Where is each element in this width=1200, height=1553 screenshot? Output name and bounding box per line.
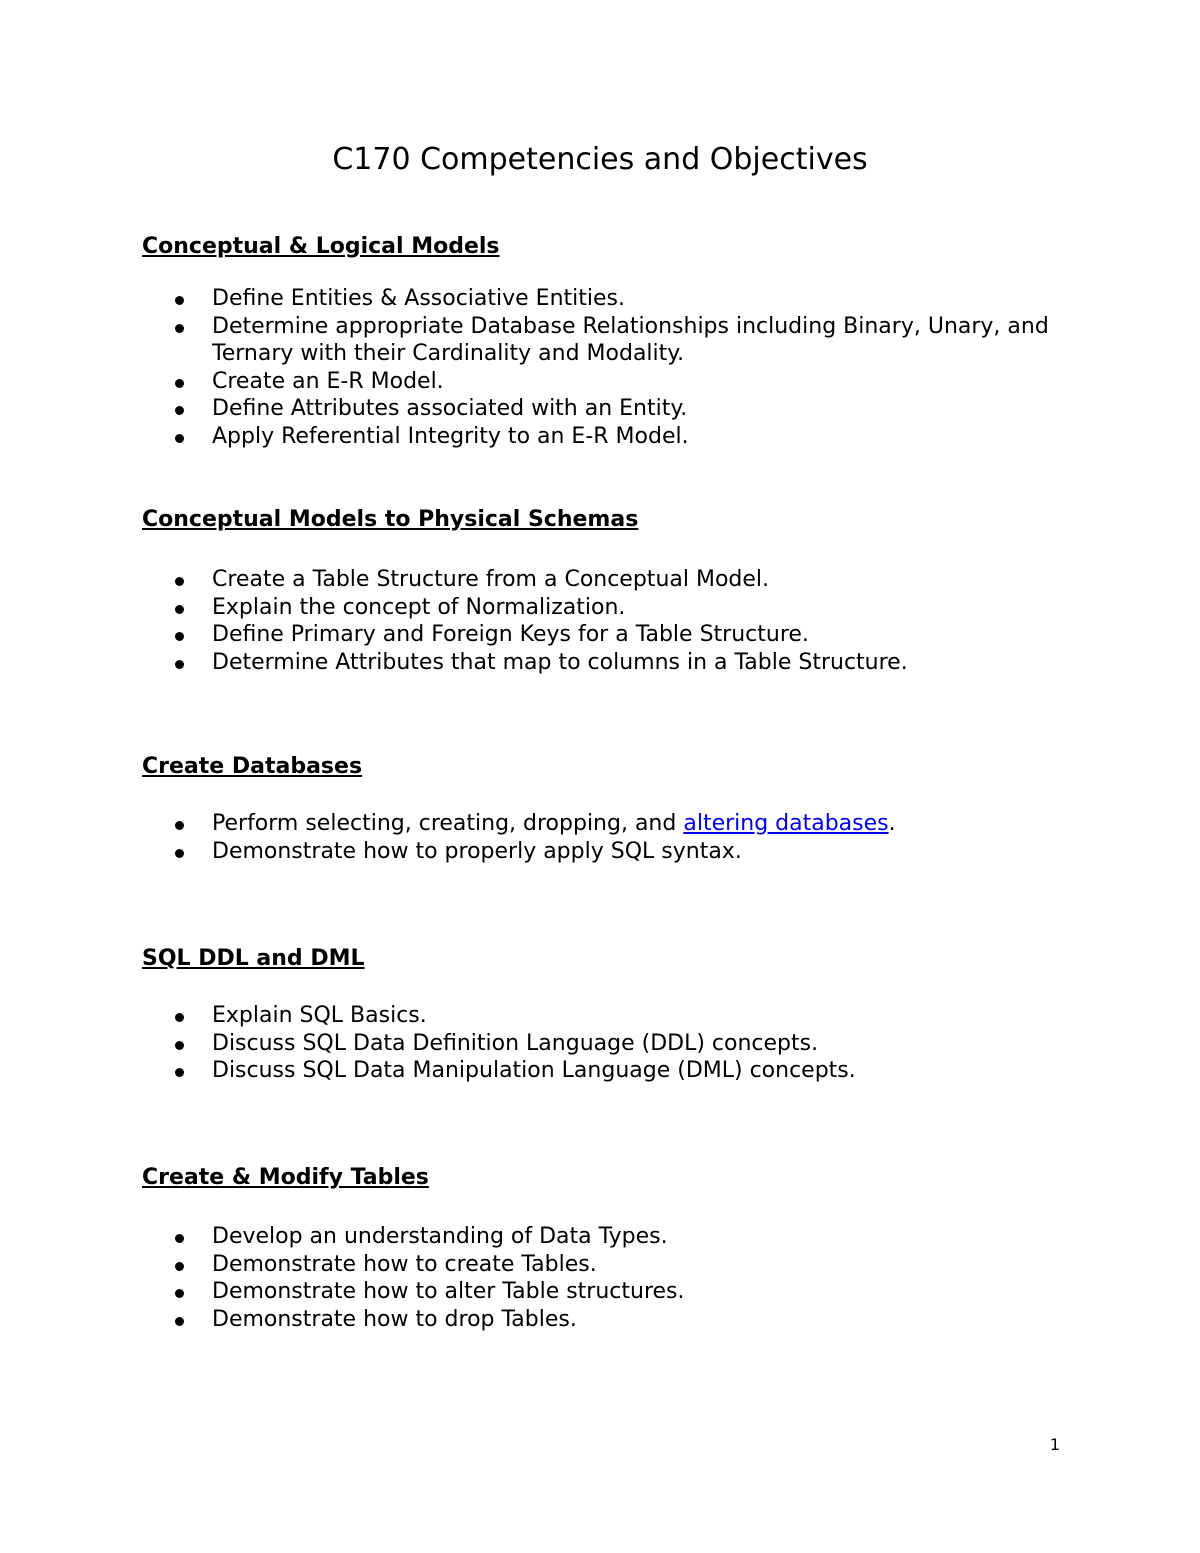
list-item-text: Explain SQL Basics. [212, 1003, 427, 1028]
section-create-modify-tables [142, 1163, 1102, 1333]
list-item-text: Define Primary and Foreign Keys for a Table Structure. [212, 622, 809, 647]
list-item [142, 285, 1102, 313]
bullet-icon [175, 821, 184, 830]
bullet-icon [175, 406, 184, 415]
list-item [142, 1057, 1102, 1085]
list-item [142, 1251, 1102, 1279]
list-item-text: Discuss SQL Data Manipulation Language (DML) concepts. [212, 1058, 856, 1083]
list-item [142, 423, 1102, 451]
page-number: 1 [1049, 1435, 1060, 1454]
section-heading: Create & Modify Tables [142, 1165, 429, 1190]
bullet-icon [175, 1068, 184, 1077]
list-item-text-prefix: Perform selecting, creating, dropping, and [212, 811, 684, 836]
list-item-text-suffix: . [888, 811, 896, 836]
list-item-text: Create an E-R Model. [212, 368, 444, 394]
bullet-icon [175, 632, 184, 641]
bullet-list [142, 1002, 1102, 1085]
bullet-icon [175, 605, 184, 614]
bullet-icon [175, 434, 184, 443]
list-item-text: Explain the concept of Normalization. [212, 594, 626, 620]
list-item [142, 1002, 1102, 1030]
list-item-text: Demonstrate how to alter Table structures. [212, 1279, 685, 1304]
section-heading: Conceptual & Logical Models [142, 234, 500, 259]
altering-databases-link[interactable]: altering databases [683, 811, 889, 836]
bullet-icon [175, 577, 184, 586]
section-heading: SQL DDL and DML [142, 946, 365, 971]
list-item [142, 566, 1102, 594]
bullet-list [142, 1223, 1102, 1333]
bullet-icon [175, 1289, 184, 1298]
bullet-list [142, 566, 1102, 676]
section-heading: Conceptual Models to Physical Schemas [142, 507, 639, 532]
bullet-icon [175, 1317, 184, 1326]
list-item [142, 1278, 1102, 1306]
bullet-icon [175, 1013, 184, 1022]
list-item-text: Determine appropriate Database Relationships including Binary, Unary, and Ternary with their Cardinality and Modality. [212, 313, 1049, 366]
bullet-icon [175, 1041, 184, 1050]
list-item [142, 838, 1102, 866]
list-item [142, 1030, 1102, 1058]
list-item-text: Determine Attributes that map to columns in a Table Structure. [212, 649, 908, 675]
bullet-icon [175, 660, 184, 669]
list-item [142, 621, 1102, 649]
list-item-text: Develop an understanding of Data Types. [212, 1224, 668, 1249]
list-item-text: Demonstrate how to drop Tables. [212, 1306, 577, 1332]
section-sql-ddl-dml [142, 944, 1102, 1085]
bullet-icon [175, 379, 184, 388]
bullet-icon [175, 1262, 184, 1271]
list-item-text: Discuss SQL Data Definition Language (DDL) concepts. [212, 1030, 819, 1056]
bullet-icon [175, 1234, 184, 1243]
page-title: C170 Competencies and Objectives [332, 142, 868, 177]
section-conceptual-logical-models [142, 232, 1102, 450]
list-item-text: Demonstrate how to properly apply SQL syntax. [212, 838, 742, 864]
list-item-text: Apply Referential Integrity to an E-R Model. [212, 423, 689, 449]
list-item-text: Define Entities & Associative Entities. [212, 286, 625, 311]
bullet-icon [175, 296, 184, 305]
list-item [142, 810, 1102, 838]
list-item [142, 1306, 1102, 1334]
list-item [142, 313, 1102, 368]
bullet-list [142, 285, 1102, 450]
bullet-icon [175, 324, 184, 333]
list-item [142, 395, 1102, 423]
list-item-text: Define Attributes associated with an Entity. [212, 396, 688, 421]
section-heading: Create Databases [142, 754, 363, 779]
section-conceptual-to-physical [142, 505, 1102, 676]
section-create-databases [142, 752, 1102, 865]
list-item [142, 594, 1102, 622]
list-item-text: Demonstrate how to create Tables. [212, 1251, 597, 1277]
bullet-icon [175, 849, 184, 858]
list-item [142, 649, 1102, 677]
list-item [142, 1223, 1102, 1251]
list-item [142, 368, 1102, 396]
list-item-text: Create a Table Structure from a Conceptual Model. [212, 567, 770, 592]
bullet-list [142, 810, 1102, 865]
